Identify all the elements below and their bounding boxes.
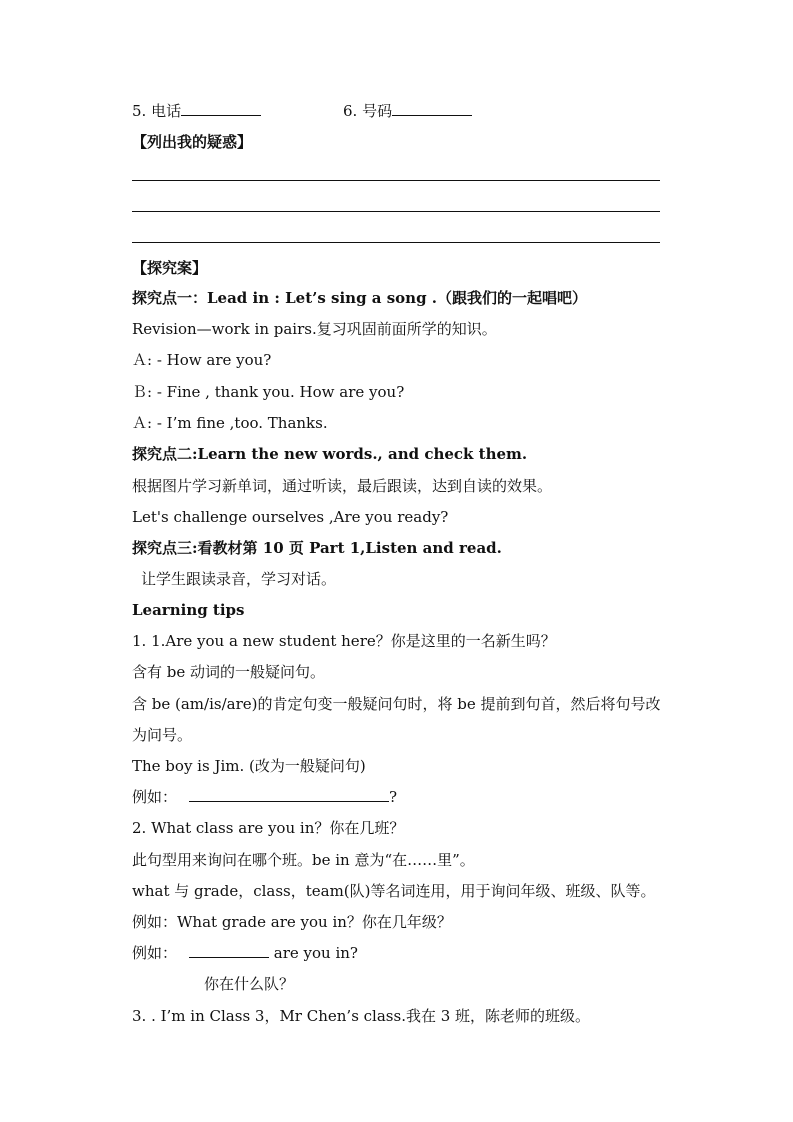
tip1-title: 1. 1.Are you a new student here？你是这里的一名新生吗？ xyxy=(132,632,556,650)
tip3-title: 3. . I’m in Class 3，Mr Chen’s class.我在 3 班，陈老师的班级。 xyxy=(132,1007,591,1025)
point3-instruction: 让学生跟读录音，学习对话。 xyxy=(141,570,337,588)
point2-instruction: 根据图片学习新单词，通过听读，最后跟读，达到自读的效果。 xyxy=(132,477,553,495)
vocab-item-6-label: 6. 号码 xyxy=(343,102,393,120)
vocab-item-5-label: 5. 电话 xyxy=(132,102,182,120)
doubt-line-2[interactable] xyxy=(132,211,660,212)
dialogue-line-a1: Ａ: - How are you? xyxy=(132,351,272,369)
tip2-fill-row xyxy=(132,943,358,963)
tip2-fill-translation: 你在什么队？ xyxy=(204,975,295,993)
tip2-usage: what 与 grade，class，team(队)等名词连用，用于询问年级、班级、队等。 xyxy=(132,882,656,900)
vocab-item-5 xyxy=(132,101,261,121)
dialogue-line-b: Ｂ: - Fine , thank you. How are you? xyxy=(132,383,405,401)
vocab-item-5-blank[interactable] xyxy=(181,101,261,116)
explore-heading: 【探究案】 xyxy=(132,259,208,277)
tip2-fill-end: are you in? xyxy=(269,944,358,962)
tip1-rule-line-2: 为问号。 xyxy=(132,726,193,744)
doubt-line-3[interactable] xyxy=(132,242,660,243)
example-label-2: 例如： xyxy=(132,944,178,962)
tip2-example: 例如：What grade are you in？你在几年级？ xyxy=(132,913,452,931)
doubts-heading: 【列出我的疑惑】 xyxy=(132,133,253,151)
point2-challenge: Let's challenge ourselves ,Are you ready? xyxy=(132,508,449,526)
tip1-example-sentence: The boy is Jim. (改为一般疑问句) xyxy=(132,757,366,775)
tip2-desc: 此句型用来询问在哪个班。be in 意为“在……里”。 xyxy=(132,851,475,869)
tip2-answer-blank[interactable] xyxy=(189,943,269,958)
point3-title: 探究点三:看教材第 10 页 Part 1,Listen and read. xyxy=(132,539,502,557)
vocab-item-6 xyxy=(343,101,472,121)
question-mark: ? xyxy=(389,788,398,806)
doubt-line-1[interactable] xyxy=(132,180,660,181)
tip1-rule-line-1: 含 be (am/is/are)的肯定句变一般疑问句时，将 be 提前到句首，然后将句号改 xyxy=(132,695,661,713)
dialogue-line-a2: Ａ: - I’m fine ,too. Thanks. xyxy=(132,414,328,432)
tips-heading: Learning tips xyxy=(132,601,245,619)
tip1-example-row xyxy=(132,787,397,807)
point2-title: 探究点二:Learn the new words., and check them. xyxy=(132,445,528,463)
vocab-item-6-blank[interactable] xyxy=(392,101,472,116)
point1-title: 探究点一：Lead in : Let’s sing a song .（跟我们的一起唱吧） xyxy=(132,289,588,307)
point1-instruction: Revision—work in pairs.复习巩固前面所学的知识。 xyxy=(132,320,497,338)
example-label: 例如： xyxy=(132,788,178,806)
tip1-desc: 含有 be 动词的一般疑问句。 xyxy=(132,663,326,681)
tip1-answer-blank[interactable] xyxy=(189,787,389,802)
tip2-title: 2. What class are you in？你在几班？ xyxy=(132,819,405,837)
